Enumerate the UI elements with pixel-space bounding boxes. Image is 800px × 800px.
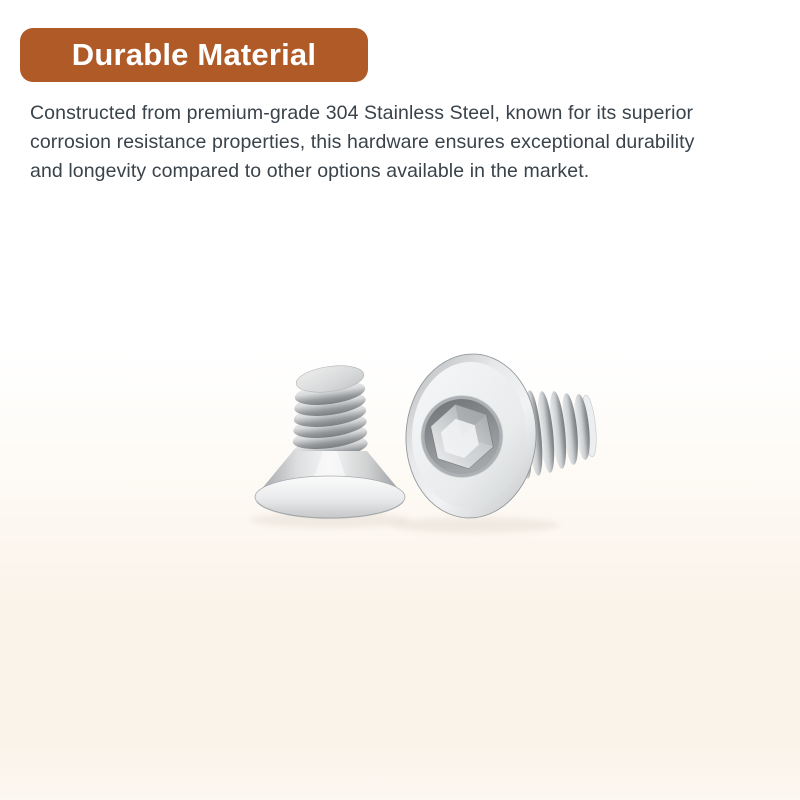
section-banner [20, 28, 368, 82]
description-line-1: Constructed from premium-grade 304 Stainless Steel, known for its superior [30, 102, 694, 124]
screw-left [255, 362, 405, 518]
screw-right-head [402, 351, 540, 522]
description-line-3: and longevity compared to other options available in the market. [30, 160, 590, 182]
screw-right-shadow [390, 517, 560, 533]
section-title: Durable Material [71, 37, 317, 72]
product-image-screws [220, 330, 620, 560]
screw-right [402, 351, 599, 522]
description-text [30, 99, 775, 186]
description-line-2: corrosion resistance properties, this hardware ensures exceptional durability [30, 131, 695, 153]
